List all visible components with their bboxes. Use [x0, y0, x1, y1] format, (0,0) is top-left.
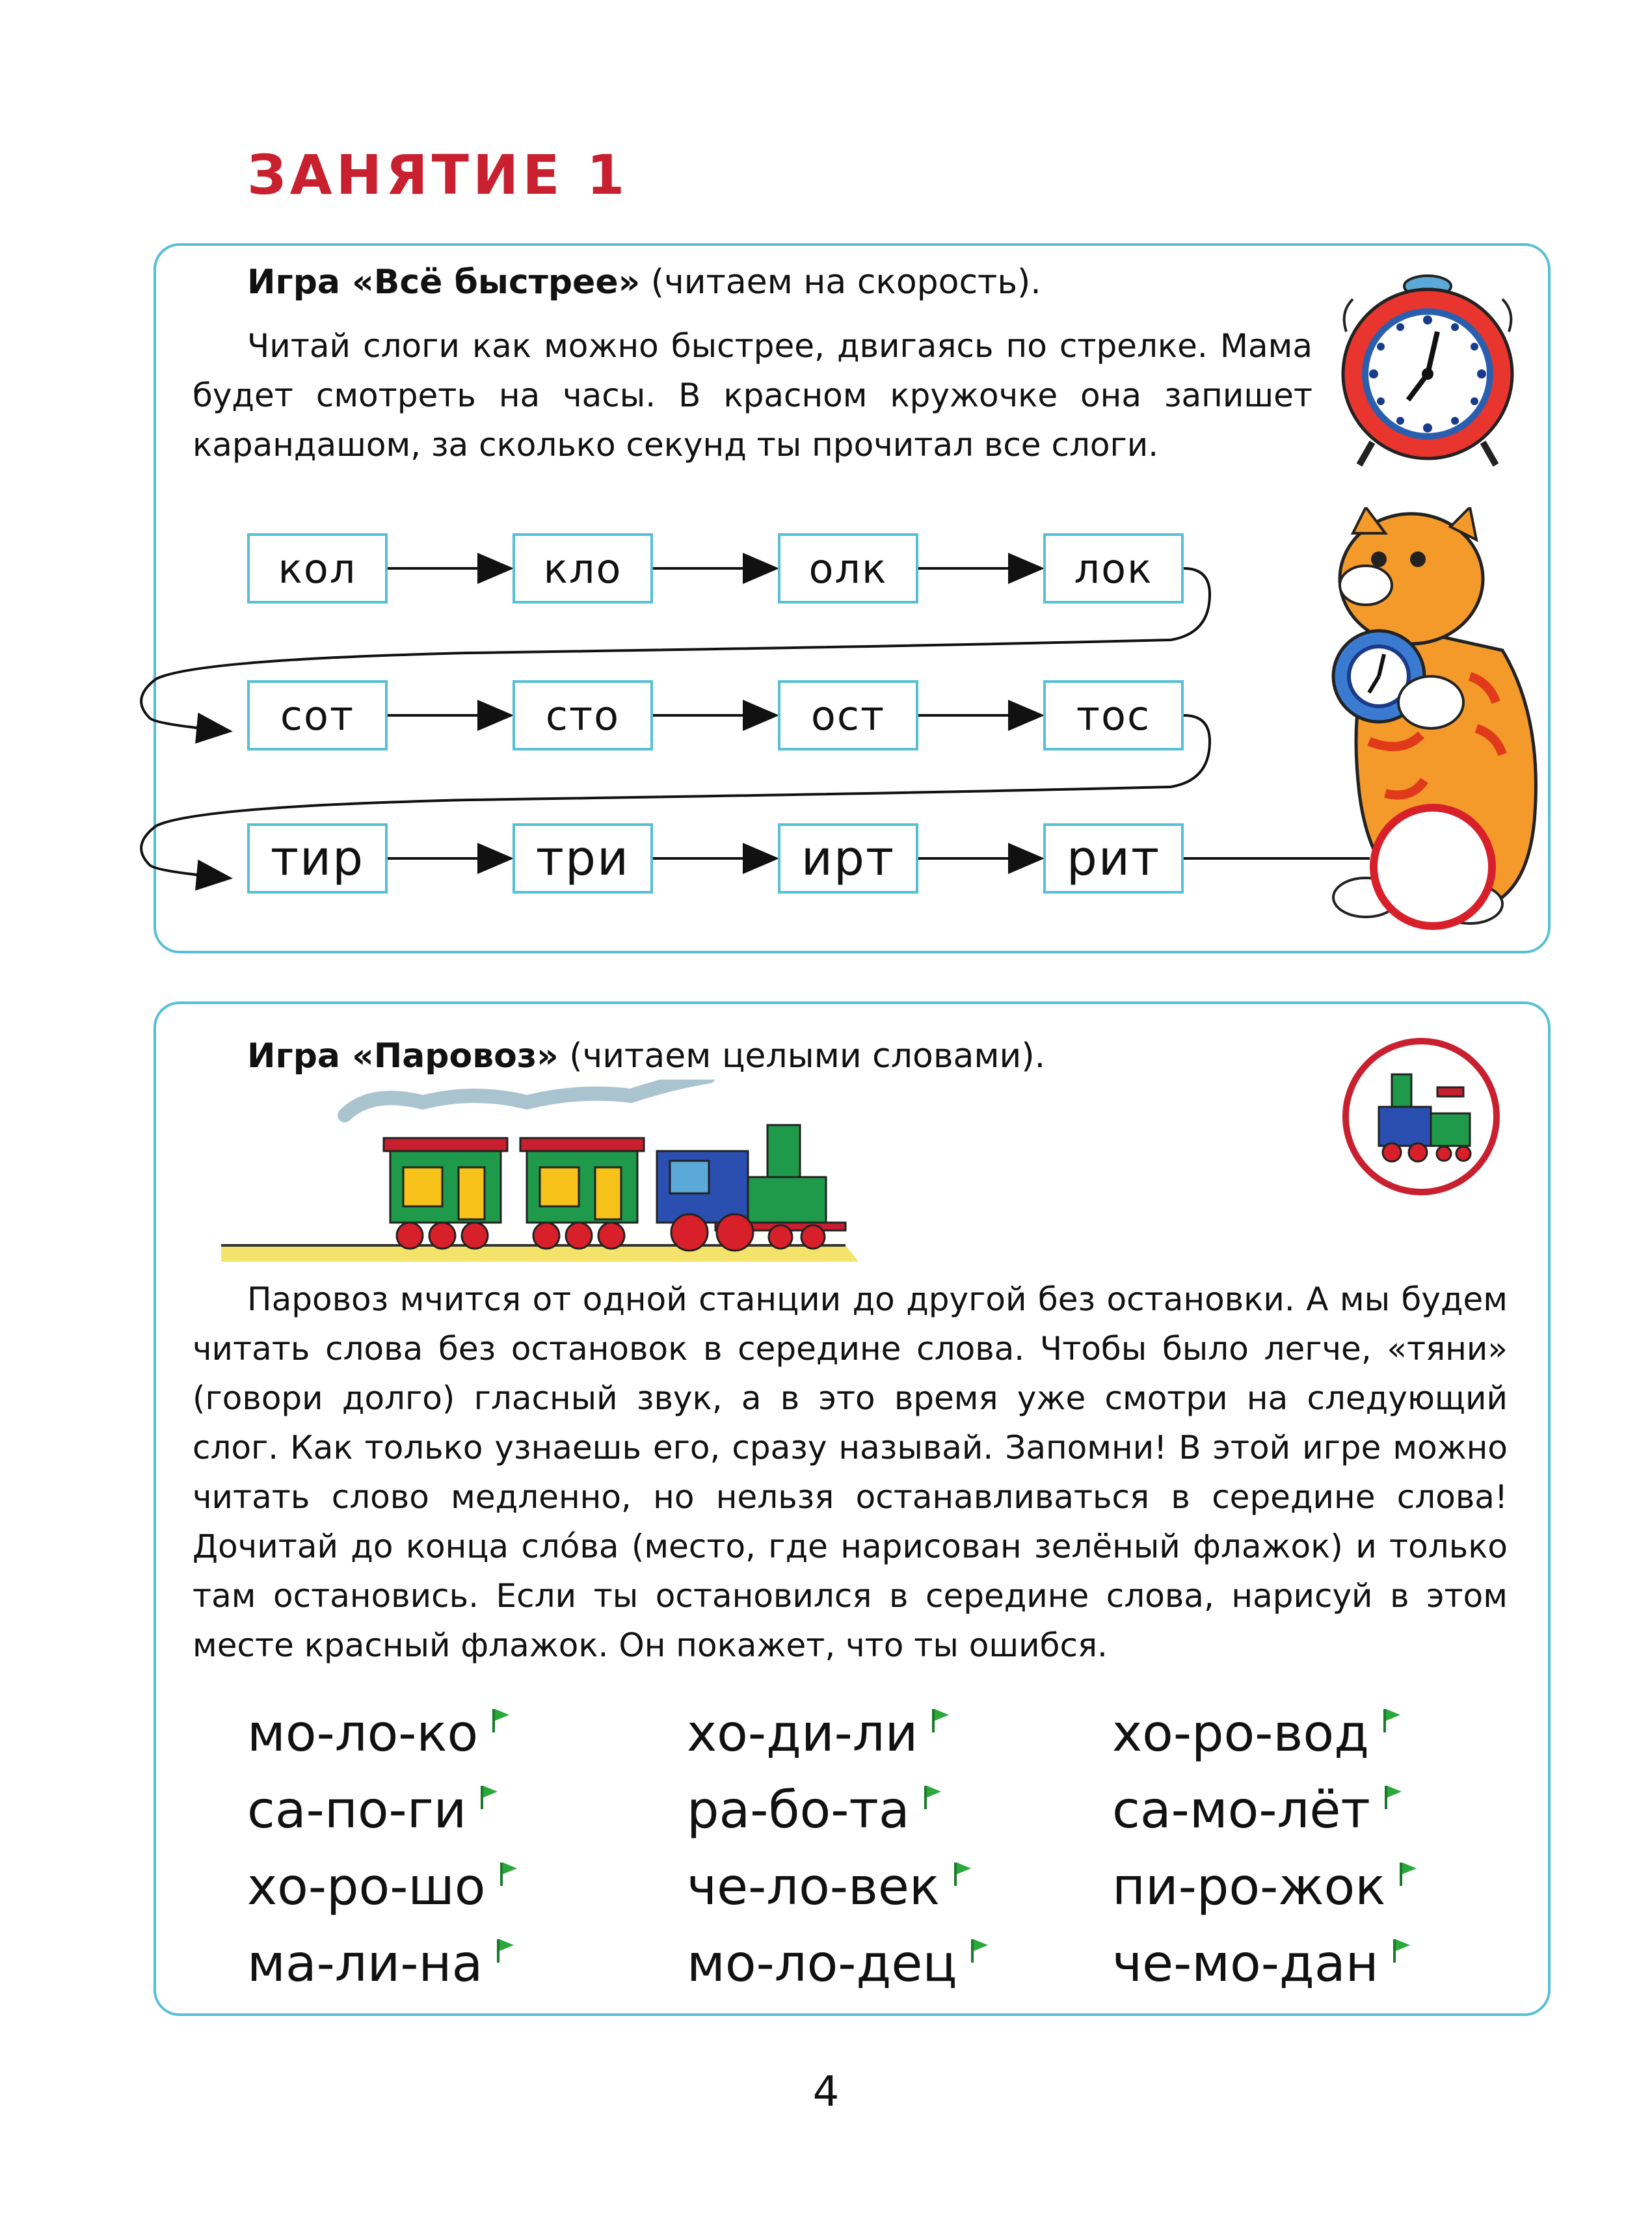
green-flag-icon	[1400, 1863, 1417, 1886]
green-flag-icon	[971, 1939, 988, 1963]
green-flag-icon	[1383, 1709, 1400, 1732]
green-flag-icon	[500, 1863, 517, 1886]
syllable-box: сто	[513, 680, 653, 750]
word-item: хо-ро-вод	[1112, 1701, 1400, 1766]
syllable-box: три	[513, 823, 653, 894]
word-item: мо-ло-дец	[687, 1931, 988, 1996]
word-item: са-мо-лёт	[1112, 1778, 1402, 1843]
syllable-box: тир	[247, 823, 388, 894]
game2-instructions: Паровоз мчится от одной станции до другой без остановки. А мы будем читать слова без остановок в середине слова. Чтобы было легче, «тяни» (говори долго) гласный звук, а в это время уже смотри на следующий слог. Как только узнаешь его, сразу называй. Запомни! В этой игре можно читать слово медленно, но нельзя останавливаться в середине слова! Дочитай до конца сло́ва (место, где нарисован зелёный флажок) и только там остановись. Если ты остановился в середине слова, нарисуй в этом месте красный флажок. Он покажет, что ты ошибся.	[193, 1280, 1508, 1664]
syllable-box: кол	[247, 533, 388, 603]
syllable-box: кло	[513, 533, 653, 603]
word-item: мо-ло-ко	[247, 1701, 509, 1766]
word-item: че-мо-дан	[1112, 1931, 1410, 1996]
syllable-box: сот	[247, 680, 388, 750]
word-item: са-по-ги	[247, 1778, 498, 1843]
lesson-title: ЗАНЯТИЕ 1	[247, 143, 629, 207]
page-number: 4	[812, 2068, 840, 2116]
syllable-box: олк	[778, 533, 918, 603]
green-flag-icon	[481, 1786, 498, 1809]
game1-instructions: Читай слоги как можно быстрее, двигаясь по стрелке. Мама будет смотреть на часы. В красном кружочке она запишет карандашом, за сколько секунд ты прочитал все слоги.	[193, 327, 1312, 464]
word-item: ра-бо-та	[687, 1778, 941, 1843]
green-flag-icon	[924, 1786, 941, 1809]
green-flag-icon	[497, 1939, 514, 1963]
train-badge-icon	[1340, 1035, 1502, 1198]
syllable-box: ирт	[778, 823, 918, 894]
syllable-box: лок	[1043, 533, 1184, 603]
syllable-box: ост	[778, 680, 918, 750]
word-item: пи-ро-жок	[1112, 1855, 1417, 1920]
syllable-box: рит	[1043, 823, 1184, 894]
green-flag-icon	[492, 1709, 509, 1732]
game2-heading: Игра «Паровоз» (читаем целыми словами).	[247, 1037, 1046, 1076]
word-item: че-ло-век	[687, 1855, 971, 1920]
steam-train-icon	[221, 1080, 872, 1275]
word-item: хо-ди-ли	[687, 1701, 949, 1766]
syllable-box: тос	[1043, 680, 1184, 750]
word-item: хо-ро-шо	[247, 1855, 517, 1920]
green-flag-icon	[932, 1709, 949, 1732]
game1-heading: Игра «Всё быстрее» (читаем на скорость).	[247, 263, 1041, 302]
word-item: ма-ли-на	[247, 1931, 514, 1996]
green-flag-icon	[1385, 1786, 1402, 1809]
green-flag-icon	[1393, 1939, 1410, 1963]
green-flag-icon	[954, 1863, 971, 1886]
